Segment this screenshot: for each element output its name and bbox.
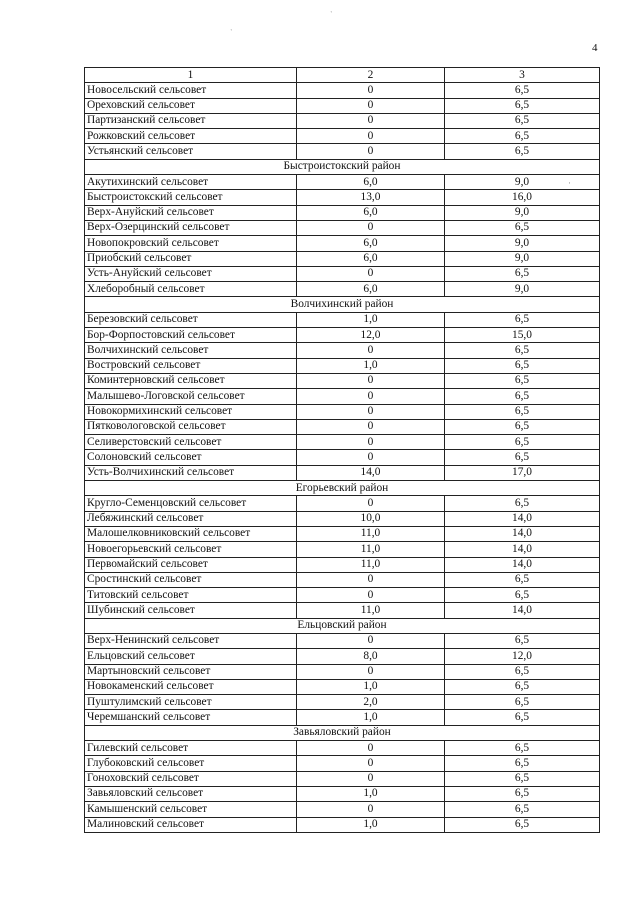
value-col2-cell: 11,0 <box>297 603 445 618</box>
table-row <box>85 465 600 480</box>
value-col3-cell: 6,5 <box>445 404 600 419</box>
district-header-row <box>85 725 600 740</box>
settlement-name-cell: Востровский сельсовет <box>85 358 297 373</box>
value-col2-cell: 14,0 <box>297 465 445 480</box>
value-col2-cell: 1,0 <box>297 679 445 694</box>
table-row <box>85 817 600 832</box>
settlement-name-cell: Завьяловский сельсовет <box>85 786 297 801</box>
value-col3-cell: 16,0 <box>445 190 600 205</box>
settlement-name-cell: Верх-Ануйский сельсовет <box>85 205 297 220</box>
value-col3-cell: 6,5 <box>445 588 600 603</box>
value-col3-cell: 6,5 <box>445 389 600 404</box>
district-title: Ельцовский район <box>85 618 600 633</box>
value-col2-cell: 0 <box>297 802 445 817</box>
value-col3-cell: 14,0 <box>445 526 600 541</box>
table-row <box>85 98 600 113</box>
value-col3-cell: 6,5 <box>445 129 600 144</box>
table-row <box>85 175 600 190</box>
settlement-name-cell: Хлеборобный сельсовет <box>85 282 297 297</box>
column-header-2: 2 <box>297 68 445 83</box>
table-row <box>85 511 600 526</box>
table-row <box>85 741 600 756</box>
value-col2-cell: 0 <box>297 144 445 159</box>
table-row <box>85 756 600 771</box>
value-col3-cell: 6,5 <box>445 83 600 98</box>
settlement-name-cell: Рожковский сельсовет <box>85 129 297 144</box>
settlement-name-cell: Новоегорьевский сельсовет <box>85 542 297 557</box>
value-col3-cell: 9,0 <box>445 175 600 190</box>
value-col2-cell: 0 <box>297 450 445 465</box>
district-title: Волчихинский район <box>85 297 600 312</box>
value-col3-cell: 6,5 <box>445 802 600 817</box>
district-title: Быстроистокский район <box>85 159 600 174</box>
value-col2-cell: 6,0 <box>297 236 445 251</box>
value-col3-cell: 6,5 <box>445 756 600 771</box>
value-col2-cell: 11,0 <box>297 542 445 557</box>
district-title: Егорьевский район <box>85 481 600 496</box>
value-col2-cell: 11,0 <box>297 526 445 541</box>
value-col3-cell: 6,5 <box>445 450 600 465</box>
settlement-name-cell: Селиверстовский сельсовет <box>85 435 297 450</box>
table-row <box>85 190 600 205</box>
settlement-name-cell: Мартыновский сельсовет <box>85 664 297 679</box>
value-col2-cell: 1,0 <box>297 710 445 725</box>
value-col3-cell: 6,5 <box>445 113 600 128</box>
value-col2-cell: 12,0 <box>297 328 445 343</box>
value-col2-cell: 0 <box>297 389 445 404</box>
settlement-name-cell: Шубинский сельсовет <box>85 603 297 618</box>
value-col3-cell: 6,5 <box>445 343 600 358</box>
table-row <box>85 205 600 220</box>
table-row <box>85 664 600 679</box>
settlement-name-cell: Усть-Ануйский сельсовет <box>85 266 297 281</box>
value-col3-cell: 6,5 <box>445 695 600 710</box>
settlement-name-cell: Новокаменский сельсовет <box>85 679 297 694</box>
value-col3-cell: 6,5 <box>445 664 600 679</box>
settlement-name-cell: Усть-Волчихинский сельсовет <box>85 465 297 480</box>
value-col2-cell: 0 <box>297 496 445 511</box>
value-col2-cell: 6,0 <box>297 251 445 266</box>
value-col3-cell: 6,5 <box>445 98 600 113</box>
table-row <box>85 572 600 587</box>
table-row <box>85 633 600 648</box>
value-col2-cell: 13,0 <box>297 190 445 205</box>
table-row <box>85 266 600 281</box>
table-row <box>85 435 600 450</box>
value-col2-cell: 0 <box>297 435 445 450</box>
table-row <box>85 129 600 144</box>
table-row <box>85 450 600 465</box>
settlement-name-cell: Гоноховский сельсовет <box>85 771 297 786</box>
value-col3-cell: 17,0 <box>445 465 600 480</box>
page-number: 4 <box>592 42 598 54</box>
settlement-name-cell: Малышево-Логовской сельсовет <box>85 389 297 404</box>
table-row <box>85 251 600 266</box>
settlement-name-cell: Камышенский сельсовет <box>85 802 297 817</box>
scan-speck: ˑ <box>230 26 233 36</box>
table-row <box>85 603 600 618</box>
value-col2-cell: 0 <box>297 98 445 113</box>
table-row <box>85 236 600 251</box>
table-row <box>85 419 600 434</box>
settlement-name-cell: Волчихинский сельсовет <box>85 343 297 358</box>
table-row <box>85 220 600 235</box>
value-col3-cell: 6,5 <box>445 741 600 756</box>
table-row <box>85 404 600 419</box>
table-row <box>85 312 600 327</box>
value-col3-cell: 6,5 <box>445 817 600 832</box>
value-col2-cell: 0 <box>297 404 445 419</box>
value-col2-cell: 2,0 <box>297 695 445 710</box>
settlement-name-cell: Лебяжинский сельсовет <box>85 511 297 526</box>
table-row <box>85 679 600 694</box>
value-col3-cell: 6,5 <box>445 572 600 587</box>
column-header-1: 1 <box>85 68 297 83</box>
value-col3-cell: 6,5 <box>445 358 600 373</box>
table-row <box>85 113 600 128</box>
value-col3-cell: 9,0 <box>445 236 600 251</box>
value-col2-cell: 1,0 <box>297 312 445 327</box>
settlement-name-cell: Коминтерновский сельсовет <box>85 373 297 388</box>
settlement-name-cell: Новосельский сельсовет <box>85 83 297 98</box>
value-col2-cell: 6,0 <box>297 175 445 190</box>
settlement-name-cell: Приобский сельсовет <box>85 251 297 266</box>
value-col2-cell: 0 <box>297 266 445 281</box>
table-row <box>85 83 600 98</box>
settlement-name-cell: Быстроистокский сельсовет <box>85 190 297 205</box>
value-col2-cell: 0 <box>297 83 445 98</box>
value-col2-cell: 1,0 <box>297 358 445 373</box>
district-header-row <box>85 481 600 496</box>
value-col2-cell: 6,0 <box>297 205 445 220</box>
value-col3-cell: 6,5 <box>445 144 600 159</box>
table-row <box>85 144 600 159</box>
value-col3-cell: 6,5 <box>445 220 600 235</box>
value-col3-cell: 14,0 <box>445 603 600 618</box>
value-col3-cell: 14,0 <box>445 511 600 526</box>
table-row <box>85 695 600 710</box>
scan-speck: ˑ <box>330 8 333 18</box>
value-col3-cell: 6,5 <box>445 496 600 511</box>
table-row <box>85 786 600 801</box>
settlement-name-cell: Акутихинский сельсовет <box>85 175 297 190</box>
table-row <box>85 358 600 373</box>
settlement-name-cell: Пятковологовской сельсовет <box>85 419 297 434</box>
settlement-name-cell: Пуштулимский сельсовет <box>85 695 297 710</box>
settlement-name-cell: Титовский сельсовет <box>85 588 297 603</box>
settlement-name-cell: Верх-Озерцинский сельсовет <box>85 220 297 235</box>
district-title: Завьяловский район <box>85 725 600 740</box>
table-row <box>85 802 600 817</box>
settlement-name-cell: Глубоковский сельсовет <box>85 756 297 771</box>
value-col2-cell: 8,0 <box>297 649 445 664</box>
value-col2-cell: 0 <box>297 588 445 603</box>
value-col3-cell: 6,5 <box>445 419 600 434</box>
settlement-name-cell: Первомайский сельсовет <box>85 557 297 572</box>
settlement-name-cell: Березовский сельсовет <box>85 312 297 327</box>
settlement-name-cell: Черемшанский сельсовет <box>85 710 297 725</box>
value-col3-cell: 6,5 <box>445 771 600 786</box>
district-header-row <box>85 618 600 633</box>
table-row <box>85 771 600 786</box>
value-col3-cell: 6,5 <box>445 266 600 281</box>
value-col2-cell: 0 <box>297 756 445 771</box>
value-col2-cell: 0 <box>297 419 445 434</box>
value-col3-cell: 9,0 <box>445 282 600 297</box>
value-col3-cell: 6,5 <box>445 786 600 801</box>
table-row <box>85 282 600 297</box>
settlement-name-cell: Гилевский сельсовет <box>85 741 297 756</box>
districts-table <box>84 67 600 833</box>
value-col2-cell: 0 <box>297 343 445 358</box>
column-header-3: 3 <box>445 68 600 83</box>
value-col2-cell: 0 <box>297 633 445 648</box>
value-col2-cell: 0 <box>297 129 445 144</box>
settlement-name-cell: Ореховский сельсовет <box>85 98 297 113</box>
value-col2-cell: 0 <box>297 771 445 786</box>
settlement-name-cell: Партизанский сельсовет <box>85 113 297 128</box>
settlement-name-cell: Новокормихинский сельсовет <box>85 404 297 419</box>
table-row <box>85 649 600 664</box>
value-col3-cell: 6,5 <box>445 435 600 450</box>
value-col3-cell: 14,0 <box>445 557 600 572</box>
table-row <box>85 526 600 541</box>
value-col2-cell: 0 <box>297 220 445 235</box>
value-col2-cell: 10,0 <box>297 511 445 526</box>
settlement-name-cell: Малиновский сельсовет <box>85 817 297 832</box>
settlement-name-cell: Новопокровский сельсовет <box>85 236 297 251</box>
value-col2-cell: 0 <box>297 741 445 756</box>
table-row <box>85 710 600 725</box>
value-col3-cell: 9,0 <box>445 205 600 220</box>
value-col2-cell: 0 <box>297 113 445 128</box>
value-col3-cell: 6,5 <box>445 312 600 327</box>
value-col2-cell: 0 <box>297 664 445 679</box>
value-col2-cell: 0 <box>297 572 445 587</box>
value-col2-cell: 0 <box>297 373 445 388</box>
value-col3-cell: 14,0 <box>445 542 600 557</box>
value-col2-cell: 6,0 <box>297 282 445 297</box>
value-col3-cell: 6,5 <box>445 679 600 694</box>
table-row <box>85 389 600 404</box>
settlement-name-cell: Ельцовский сельсовет <box>85 649 297 664</box>
table-body <box>85 68 600 833</box>
settlement-name-cell: Сростинский сельсовет <box>85 572 297 587</box>
value-col3-cell: 9,0 <box>445 251 600 266</box>
value-col3-cell: 6,5 <box>445 373 600 388</box>
value-col2-cell: 1,0 <box>297 817 445 832</box>
scan-speck: · <box>568 178 571 188</box>
table-row <box>85 588 600 603</box>
table-row <box>85 542 600 557</box>
table-row <box>85 496 600 511</box>
column-number-row <box>85 68 600 83</box>
district-header-row <box>85 159 600 174</box>
value-col2-cell: 1,0 <box>297 786 445 801</box>
settlement-name-cell: Устьянский сельсовет <box>85 144 297 159</box>
settlement-name-cell: Малошелковниковский сельсовет <box>85 526 297 541</box>
value-col3-cell: 6,5 <box>445 633 600 648</box>
table-row <box>85 557 600 572</box>
value-col2-cell: 11,0 <box>297 557 445 572</box>
settlement-name-cell: Солоновский сельсовет <box>85 450 297 465</box>
settlement-name-cell: Бор-Форпостовский сельсовет <box>85 328 297 343</box>
table-row <box>85 343 600 358</box>
district-header-row <box>85 297 600 312</box>
value-col3-cell: 12,0 <box>445 649 600 664</box>
value-col3-cell: 15,0 <box>445 328 600 343</box>
table-row <box>85 373 600 388</box>
settlement-name-cell: Верх-Ненинский сельсовет <box>85 633 297 648</box>
table-row <box>85 328 600 343</box>
value-col3-cell: 6,5 <box>445 710 600 725</box>
settlement-name-cell: Кругло-Семенцовский сельсовет <box>85 496 297 511</box>
